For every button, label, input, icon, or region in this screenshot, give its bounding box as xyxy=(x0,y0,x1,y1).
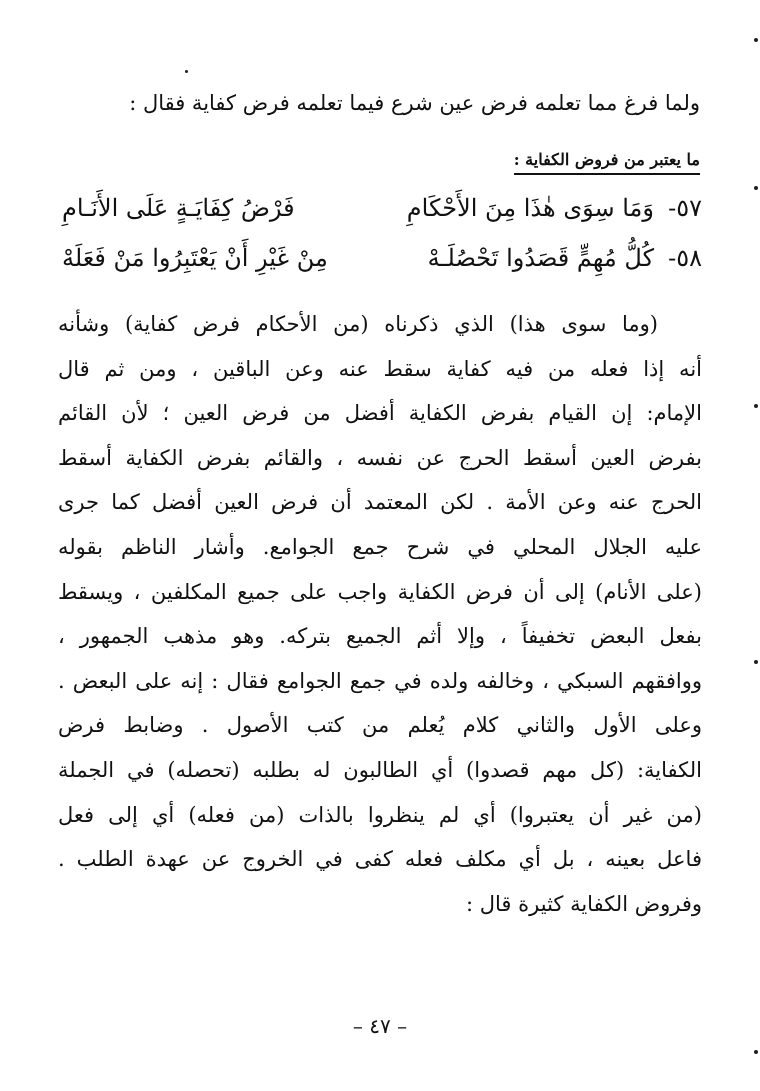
commentary-line: ووافقهم السبكي ، وخالفه ولده في جمع الجوامع فقال : إنه على البعض . xyxy=(58,668,702,693)
commentary xyxy=(58,302,702,926)
commentary-line: وفروض الكفاية كثيرة قال : xyxy=(466,891,702,916)
scan-speck xyxy=(754,1050,758,1054)
verse-57 xyxy=(62,188,702,228)
verse-58 xyxy=(62,238,702,278)
commentary-line: الإمام: إن القيام بفرض الكفاية أفضل من فرض العين ؛ لأن القائم xyxy=(58,401,702,426)
scan-speck xyxy=(185,70,188,73)
verse-second-hemistich: مِنْ غَيْرِ أَنْ يَعْتَبِرُوا مَنْ فَعَلَهْ xyxy=(62,244,328,272)
commentary-line: بفرض العين أسقط الحرج عن نفسه ، والقائم بفرض الكفاية أسقط xyxy=(58,445,702,470)
verse-first-hemistich: كُلُّ مُهِمٍّ قَصَدُوا تَحْصُلَـهْ xyxy=(427,244,654,272)
commentary-line: الحرج عنه وعن الأمة . لكن المعتمد أن فرض العين أفضل كما جرى xyxy=(58,490,702,515)
verse-second-hemistich: فَرْضُ كِفَايَـةٍ عَلَى الأَنَـامِ xyxy=(62,194,295,222)
section-heading: ما يعتبر من فروض الكفاية : xyxy=(514,150,700,175)
verse-first-hemistich: وَمَا سِوَى هٰذَا مِنَ الأَحْكَامِ xyxy=(406,194,654,222)
commentary-line: وعلى الأول والثاني كلام يُعلم من كتب الأصول . وضابط فرض xyxy=(58,713,702,738)
scan-speck xyxy=(754,186,758,190)
verse-number: ٥٨- xyxy=(668,244,702,272)
commentary-line: أنه إذا فعله من فيه كفاية سقط عنه وعن الباقين ، ومن ثم قال xyxy=(58,356,702,381)
scan-speck xyxy=(754,404,758,408)
scan-speck xyxy=(754,38,758,42)
page-number: – ٤٧ – xyxy=(352,1014,408,1038)
scan-speck xyxy=(754,660,758,664)
commentary-line: الكفاية: (كل مهم قصدوا) أي الطالبون له بطلبه (تحصله) في الجملة xyxy=(58,757,702,782)
commentary-line: عليه الجلال المحلي في شرح جمع الجوامع. وأشار الناظم بقوله xyxy=(58,534,702,559)
commentary-line: (على الأنام) إلى أن فرض الكفاية واجب على جميع المكلفين ، ويسقط xyxy=(58,579,702,604)
commentary-line: بفعل البعض تخفيفاً ، وإلا أثم الجميع بتركه. وهو مذهب الجمهور ، xyxy=(58,624,702,649)
commentary-line: (وما سوى هذا) الذي ذكرناه (من الأحكام فرض كفاية) وشأنه xyxy=(58,312,658,336)
commentary-line: (من غير أن يعتبروا) أي لم ينظروا بالذات (من فعله) أي إلى فعل xyxy=(58,802,702,827)
intro-sentence: ولما فرغ مما تعلمه فرض عين شرع فيما تعلمه فرض كفاية فقال : xyxy=(129,91,700,115)
verse-number: ٥٧- xyxy=(668,194,702,222)
commentary-line: فاعل بعينه ، بل أي مكلف فعله كفى في الخروج عن عهدة الطلب . xyxy=(58,847,702,872)
